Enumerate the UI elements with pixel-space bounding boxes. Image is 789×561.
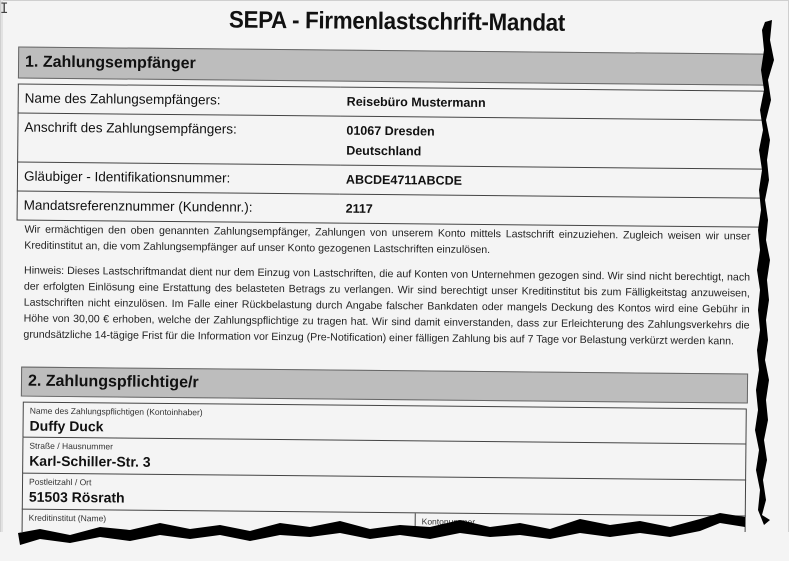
mandate-reference-value: 2117 [340,194,765,227]
payer-name-value: Duffy Duck [29,417,104,435]
payer-street-value: Karl-Schiller-Str. 3 [29,452,151,470]
section-2-heading: 2. Zahlungspflichtige/r [27,372,199,392]
notice-paragraph: Hinweis: Dieses Lastschriftmandat dient nur dem Einzug von Lastschriften, die auf Konten von Unternehmen gezogen sind. Wir sind nicht berechtigt, nach der erfolgten Einlösung eine Erstattung des belasteten Betrags zu verlangen. Wir sind berechtigt unser Kreditinstitut bis zum Fälligkeitstag anzuweisen, Lastschriften nicht einzulösen. Im Falle einer Rückbelastung durch Angabe falscher Bankdaten oder mangels Deckung des Kontos wird eine Gebühr in Höhe von 30,00 € erhoben, welche der Zahlungspflichtige zu tragen hat. Wir sind damit einverstanden, dass zur Erleichterung des Zahlungsverkehrs die grundsätzliche 14-tägige Frist für die Information vor Einzug (Pre-Notification) einer fälligen Zahlung bis auf 7 Tage vor Belastung verkürzt werden kann. [23,264,751,348]
payee-address-line1: 01067 Dresden [346,123,435,139]
payee-info-table [17,84,766,228]
payee-name-value: Reisebüro Mustermann [341,87,766,120]
torn-edge-bottom [0,505,789,545]
torn-edge-right [740,0,780,530]
payee-address-line2: Deutschland [346,143,422,159]
section-1-header [18,47,768,86]
mandate-reference-label: Mandatsreferenznummer (Kundennr.): [17,191,340,223]
creditor-id-value: ABCDE4711ABCDE [340,165,765,198]
payer-city-value: 51503 Rösrath [28,488,125,506]
document-title: SEPA - Firmenlastschrift-Mandat [228,6,566,37]
mandate-text [23,222,750,359]
payer-name-label: Name des Zahlungspflichtigen (Kontoinhaber) [29,405,203,418]
payer-city-label: Postleitzahl / Ort [29,476,92,488]
payee-address-value [340,116,765,169]
payer-street-label: Straße / Hausnummer [29,440,114,452]
creditor-id-label: Gläubiger - Identifikationsnummer: [17,162,340,194]
authorization-paragraph: Wir ermächtigen den oben genannten Zahlungsempfänger, Zahlungen von unserem Konto mittels Lastschrift einzuziehen. Zugleich weisen wir unser Kreditinstitut an, die vom Zahlungsempfänger auf unser Konto gezogenen Lastschriften einzulösen. [24,223,751,257]
payee-address-label: Anschrift des Zahlungsempfängers: [18,113,341,165]
section-2-header [21,367,748,404]
account-number-label: Kontonummer [421,516,476,527]
bank-name-label: Kreditinstitut (Name) [28,512,107,524]
payee-name-label: Name des Zahlungsempfängers: [18,84,341,116]
section-1-heading: 1. Zahlungsempfänger [24,53,196,73]
table-row [18,113,765,169]
text-cursor-icon: I [0,1,9,17]
